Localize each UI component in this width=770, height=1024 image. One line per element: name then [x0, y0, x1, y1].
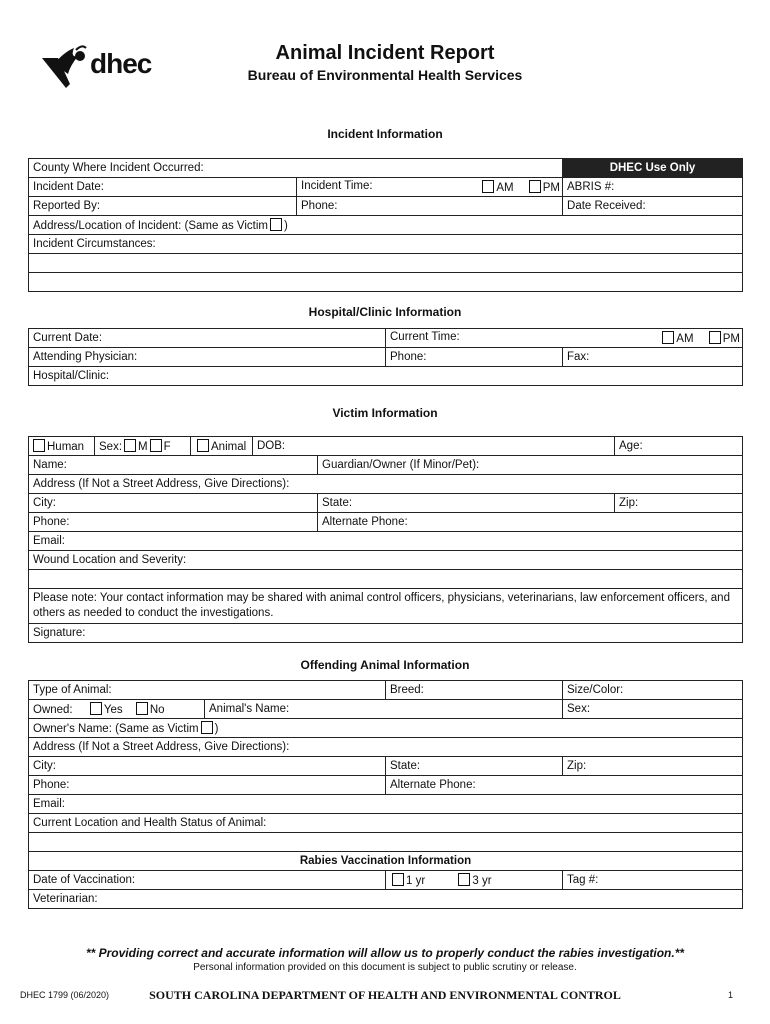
owner-phone-field[interactable]	[29, 776, 386, 795]
victim-name-field[interactable]	[29, 456, 318, 475]
hospital-pm-label: PM	[722, 333, 740, 345]
page-subtitle: Bureau of Environmental Health Services	[247, 67, 523, 83]
owner-city-field[interactable]	[29, 757, 386, 776]
owned-field[interactable]	[29, 700, 205, 719]
owner-alt-phone-field[interactable]	[386, 776, 743, 795]
wound-field[interactable]	[29, 551, 743, 570]
paren: )	[214, 723, 219, 735]
victim-zip-label: Zip:	[619, 497, 639, 509]
size-color-label: Size/Color:	[567, 684, 624, 696]
victim-city-field[interactable]	[29, 494, 318, 513]
guardian-label: Guardian/Owner (If Minor/Pet):	[322, 459, 480, 471]
victim-name-label: Name:	[33, 459, 67, 471]
female-checkbox[interactable]	[150, 439, 162, 452]
owner-address-label: Address (If Not a Street Address, Give Directions):	[33, 741, 290, 753]
owned-yes-label: Yes	[103, 704, 123, 716]
abris-label: ABRIS #:	[567, 181, 615, 193]
privacy-note: Personal information provided on this document is subject to public scrutiny or release.	[193, 962, 577, 973]
victim-alt-phone-field[interactable]	[318, 513, 743, 532]
abris-field[interactable]	[563, 178, 743, 197]
veterinarian-field[interactable]	[29, 890, 743, 909]
same-as-victim-checkbox[interactable]	[270, 218, 282, 231]
owner-state-field[interactable]	[386, 757, 563, 776]
three-year-label: 3 yr	[472, 875, 492, 887]
incident-address-label: Address/Location of Incident: (Same as Victim	[33, 220, 269, 232]
animal-name-field[interactable]	[205, 700, 563, 719]
animal-label: Animal	[211, 441, 247, 453]
victim-zip-field[interactable]	[615, 494, 743, 513]
incident-time-field[interactable]	[297, 178, 563, 197]
owned-label: Owned:	[33, 704, 73, 716]
animal-sex-field[interactable]	[563, 700, 743, 719]
victim-phone-label: Phone:	[33, 516, 70, 528]
offending-heading: Offending Animal Information	[300, 658, 470, 672]
owner-name-field[interactable]	[29, 719, 743, 738]
victim-phone-field[interactable]	[29, 513, 318, 532]
fax-label: Fax:	[567, 351, 590, 363]
age-field[interactable]	[615, 437, 743, 456]
date-received-field[interactable]	[563, 197, 743, 216]
owned-no-label: No	[149, 704, 165, 716]
human-label: Human	[47, 441, 85, 453]
dob-field[interactable]	[253, 437, 615, 456]
owner-zip-label: Zip:	[567, 760, 587, 772]
vaccination-duration-field[interactable]	[386, 871, 563, 890]
animal-type-label: Type of Animal:	[33, 684, 112, 696]
vaccination-date-field[interactable]	[29, 871, 386, 890]
owned-no-checkbox[interactable]	[136, 702, 148, 715]
animal-name-label: Animal's Name:	[209, 703, 290, 715]
physician-label: Attending Physician:	[33, 351, 138, 363]
am-checkbox[interactable]	[482, 180, 494, 193]
date-received-label: Date Received:	[567, 200, 646, 212]
owner-email-field[interactable]	[29, 795, 743, 814]
dhec-use-only-header: DHEC Use Only	[563, 159, 743, 178]
owner-email-label: Email:	[33, 798, 65, 810]
owner-state-label: State:	[390, 760, 421, 772]
page-title: Animal Incident Report	[275, 42, 495, 64]
sex-label: Sex:	[99, 441, 123, 453]
female-label: F	[163, 441, 171, 453]
victim-address-label: Address (If Not a Street Address, Give Directions):	[33, 478, 290, 490]
hospital-table	[28, 328, 743, 386]
reporter-phone-label: Phone:	[301, 200, 338, 212]
circumstances-line-3[interactable]	[29, 273, 743, 292]
form-id: DHEC 1799 (06/2020)	[20, 990, 110, 1000]
incident-time-label: Incident Time:	[301, 180, 373, 192]
animal-location-line-2[interactable]	[29, 833, 743, 852]
physician-field[interactable]	[29, 348, 386, 367]
animal-location-field[interactable]	[29, 814, 743, 833]
victim-table	[28, 436, 743, 643]
logo-text: dhec	[90, 48, 152, 79]
victim-alt-phone-label: Alternate Phone:	[322, 516, 408, 528]
signature-field[interactable]	[29, 624, 743, 643]
hospital-pm-checkbox[interactable]	[709, 331, 721, 344]
signature-label: Signature:	[33, 627, 86, 639]
clinic-label: Hospital/Clinic:	[33, 370, 110, 382]
current-date-label: Current Date:	[33, 332, 103, 344]
hospital-phone-field[interactable]	[386, 348, 563, 367]
reported-by-label: Reported By:	[33, 200, 101, 212]
animal-sex-label: Sex:	[567, 703, 591, 715]
owner-phone-label: Phone:	[33, 779, 70, 791]
incident-heading: Incident Information	[327, 127, 443, 141]
tag-field[interactable]	[563, 871, 743, 890]
human-option[interactable]	[29, 437, 95, 456]
incident-date-field[interactable]	[29, 178, 297, 197]
offending-table	[28, 680, 743, 909]
current-time-label: Current Time:	[390, 331, 460, 343]
page-number: 1	[728, 990, 734, 1000]
owner-city-label: City:	[33, 760, 56, 772]
sex-option[interactable]	[95, 437, 191, 456]
human-checkbox[interactable]	[33, 439, 45, 452]
victim-email-field[interactable]	[29, 532, 743, 551]
victim-city-label: City:	[33, 497, 56, 509]
owner-zip-field[interactable]	[563, 757, 743, 776]
breed-label: Breed:	[390, 684, 424, 696]
animal-checkbox[interactable]	[197, 439, 209, 452]
contact-note: Please note: Your contact information may be shared with animal control officers, physicians, veterinarians, law enforcement officers, and others as needed to conduct the investigations.	[29, 589, 743, 624]
guardian-field[interactable]	[318, 456, 743, 475]
hospital-phone-label: Phone:	[390, 351, 427, 363]
current-date-field[interactable]	[29, 329, 386, 348]
breed-field[interactable]	[386, 681, 563, 700]
pm-checkbox[interactable]	[529, 180, 541, 193]
victim-state-label: State:	[322, 497, 353, 509]
hospital-am-label: AM	[676, 333, 694, 345]
owned-yes-checkbox[interactable]	[90, 702, 102, 715]
dob-label: DOB:	[257, 440, 286, 452]
clinic-field[interactable]	[29, 367, 743, 386]
size-color-field[interactable]	[563, 681, 743, 700]
reported-by-field[interactable]	[29, 197, 297, 216]
male-label: M	[138, 441, 148, 453]
incident-address-field[interactable]	[29, 216, 743, 235]
victim-heading: Victim Information	[332, 406, 438, 420]
circumstances-line-2[interactable]	[29, 254, 743, 273]
paren: )	[284, 220, 288, 232]
owner-alt-phone-label: Alternate Phone:	[390, 779, 476, 791]
fax-field[interactable]	[563, 348, 743, 367]
one-year-checkbox[interactable]	[392, 873, 404, 886]
hospital-am-checkbox[interactable]	[662, 331, 674, 344]
owner-same-as-victim-checkbox[interactable]	[201, 721, 213, 734]
circumstances-field[interactable]	[29, 235, 743, 254]
animal-type-field[interactable]	[29, 681, 386, 700]
rabies-heading: Rabies Vaccination Information	[29, 852, 743, 871]
owner-address-field[interactable]	[29, 738, 743, 757]
current-time-field[interactable]	[386, 329, 743, 348]
wound-line-2[interactable]	[29, 570, 743, 589]
victim-email-label: Email:	[33, 535, 65, 547]
county-field[interactable]	[29, 159, 563, 178]
reporter-phone-field[interactable]	[297, 197, 563, 216]
am-label: AM	[496, 182, 514, 194]
accuracy-note: ** Providing correct and accurate information will allow us to properly conduct the rabies investigation.**	[85, 946, 685, 960]
department-name: SOUTH CAROLINA DEPARTMENT OF HEALTH AND ENVIRONMENTAL CONTROL	[149, 988, 621, 1002]
circumstances-label: Incident Circumstances:	[33, 238, 156, 250]
victim-address-field[interactable]	[29, 475, 743, 494]
vaccination-date-label: Date of Vaccination:	[33, 874, 136, 886]
wound-label: Wound Location and Severity:	[33, 554, 187, 566]
male-checkbox[interactable]	[124, 439, 136, 452]
tag-label: Tag #:	[567, 874, 599, 886]
pm-label: PM	[542, 182, 561, 194]
three-year-checkbox[interactable]	[458, 873, 470, 886]
owner-name-label: Owner's Name: (Same as Victim	[33, 723, 199, 735]
one-year-label: 1 yr	[406, 875, 426, 887]
veterinarian-label: Veterinarian:	[33, 893, 98, 905]
age-label: Age:	[619, 440, 643, 452]
animal-location-label: Current Location and Health Status of Animal:	[33, 817, 267, 829]
county-label: County Where Incident Occurred:	[33, 162, 204, 174]
incident-table	[28, 158, 743, 292]
hospital-heading: Hospital/Clinic Information	[308, 305, 462, 319]
incident-date-label: Incident Date:	[33, 181, 104, 193]
victim-state-field[interactable]	[318, 494, 615, 513]
animal-option[interactable]	[191, 437, 253, 456]
